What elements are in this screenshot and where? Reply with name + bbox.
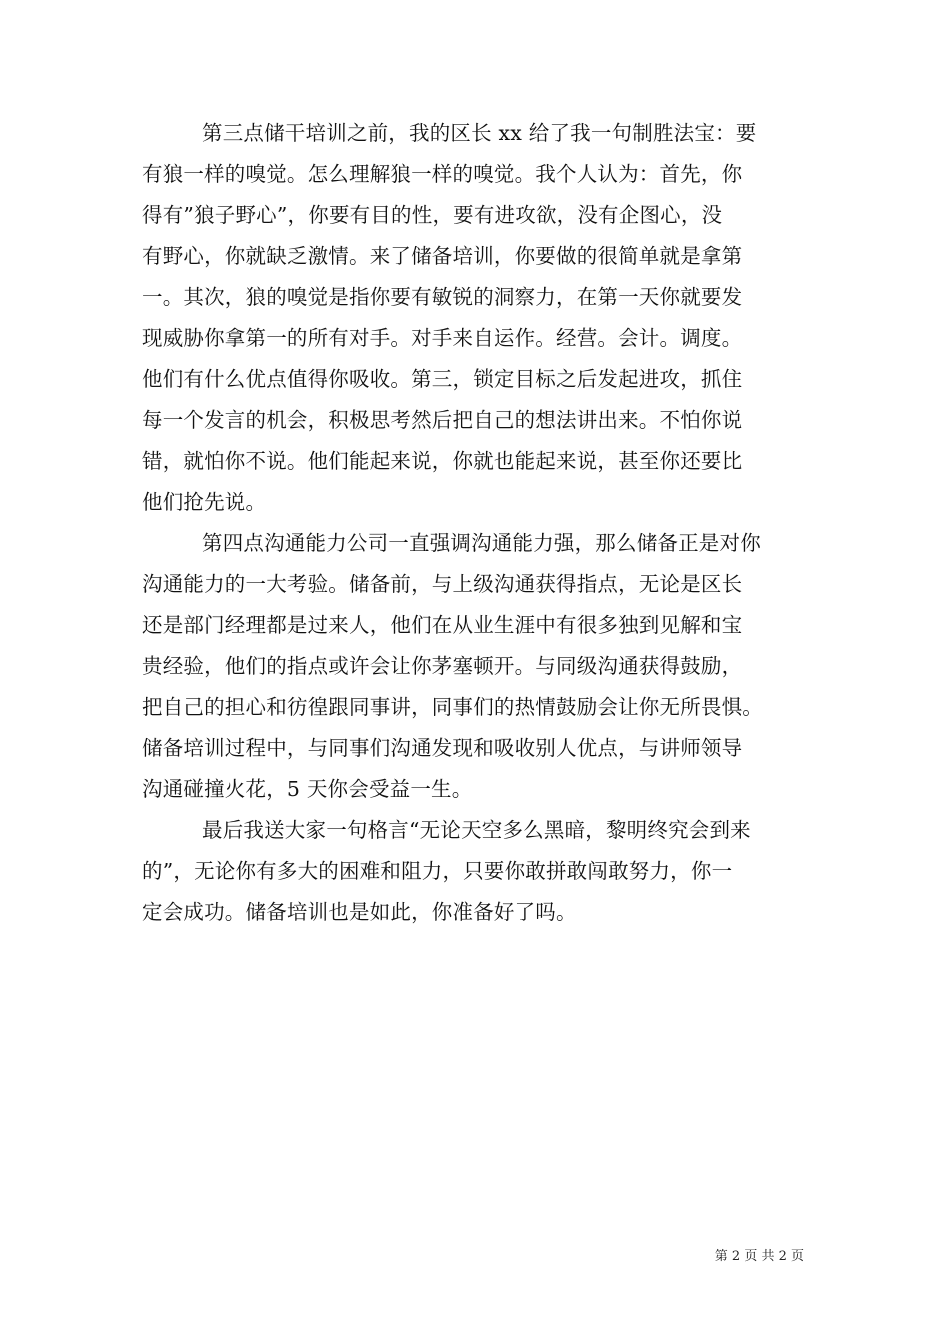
paragraph-1 bbox=[142, 113, 810, 523]
text-line: 把自己的担心和彷徨跟同事讲，同事们的热情鼓励会让你无所畏惧。 bbox=[142, 695, 763, 719]
paragraph-2 bbox=[142, 523, 810, 810]
text-line: 沟通能力的一大考验。储备前，与上级沟通获得指点，无论是区长 bbox=[142, 572, 743, 596]
text-line: 最后我送大家一句格言“无论天空多么黑暗，黎明终究会到来 bbox=[202, 818, 751, 842]
paragraph-3 bbox=[142, 810, 810, 933]
text-line: 定会成功。储备培训也是如此，你准备好了吗。 bbox=[142, 900, 577, 924]
text-line: 他们抢先说。 bbox=[142, 490, 267, 514]
text-line: 有野心，你就缺乏激情。来了储备培训，你要做的很简单就是拿第 bbox=[142, 244, 743, 268]
text-line: 贵经验，他们的指点或许会让你茅塞顿开。与同级沟通获得鼓励， bbox=[142, 654, 743, 678]
text-line: 储备培训过程中，与同事们沟通发现和吸收别人优点，与讲师领导 bbox=[142, 736, 743, 760]
text-line: 现威胁你拿第一的所有对手。对手来自运作。经营。会计。调度。 bbox=[142, 326, 743, 350]
text-line: 第三点储干培训之前，我的区长 xx 给了我一句制胜法宝：要 bbox=[202, 121, 757, 145]
text-line: 一。其次，狼的嗅觉是指你要有敏锐的洞察力，在第一天你就要发 bbox=[142, 285, 743, 309]
text-line: 还是部门经理都是过来人，他们在从业生涯中有很多独到见解和宝 bbox=[142, 613, 743, 637]
text-line: 错，就怕你不说。他们能起来说，你就也能起来说，甚至你还要比 bbox=[142, 449, 743, 473]
document-body bbox=[142, 113, 810, 933]
text-line: 有狼一样的嗅觉。怎么理解狼一样的嗅觉。我个人认为：首先，你 bbox=[142, 162, 743, 186]
text-line: 的”，无论你有多大的困难和阻力，只要你敢拼敢闯敢努力，你一 bbox=[142, 859, 733, 883]
text-line: 他们有什么优点值得你吸收。第三，锁定目标之后发起进攻，抓住 bbox=[142, 367, 743, 391]
text-line: 每一个发言的机会，积极思考然后把自己的想法讲出来。不怕你说 bbox=[142, 408, 743, 432]
text-line: 得有”狼子野心”，你要有目的性，要有进攻欲，没有企图心，没 bbox=[142, 203, 723, 227]
text-line: 第四点沟通能力公司一直强调沟通能力强，那么储备正是对你 bbox=[202, 531, 761, 555]
text-line: 沟通碰撞火花，5 天你会受益一生。 bbox=[142, 777, 473, 801]
page-number-footer: 第 2 页 共 2 页 bbox=[714, 1249, 804, 1264]
